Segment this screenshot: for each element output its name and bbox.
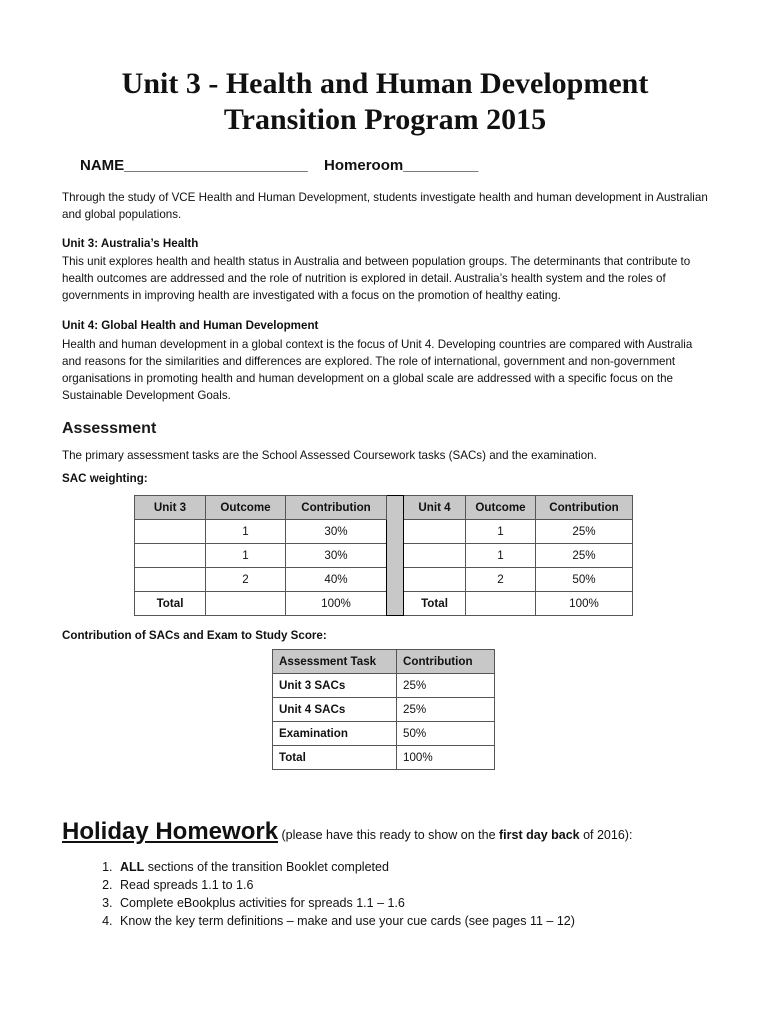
table-row	[273, 698, 495, 722]
sac-total-row	[135, 592, 633, 616]
contribution-table	[272, 649, 495, 770]
name-blank: ______________________	[124, 157, 308, 174]
sac-total-label: Total	[135, 592, 206, 616]
sac-cell: 1	[206, 544, 286, 568]
name-row	[80, 157, 478, 174]
contribution-value: 25%	[397, 674, 495, 698]
sac-cell	[135, 568, 206, 592]
contribution-task: Unit 4 SACs	[273, 698, 397, 722]
title-line-1: Unit 3 - Health and Human Development	[121, 67, 649, 100]
unit4-paragraph: Health and human development in a global context is the focus of Unit 4. Developing countries are compared with Australia and reasons for the similarities and differences are explored. The role of international, government and non-government organisations in promoting health and human development on a global scale are addressed with a specific focus on the Sustainable Development Goals.	[62, 338, 693, 402]
contribution-task: Total	[273, 746, 397, 770]
contribution-header-task: Assessment Task	[273, 650, 397, 674]
homeroom-label: Homeroom	[324, 157, 404, 174]
contribution-header-row	[273, 650, 495, 674]
sac-header-contribution-2: Contribution	[536, 496, 633, 520]
list-item-bold: ALL	[120, 860, 145, 874]
sac-cell: 1	[206, 520, 286, 544]
list-item	[116, 894, 575, 912]
assessment-paragraph: The primary assessment tasks are the School Assessed Coursework tasks (SACs) and the examination.	[62, 449, 597, 462]
table-row	[135, 520, 633, 544]
table-row	[273, 746, 495, 770]
homework-note-bold: first day back	[499, 828, 580, 842]
contribution-value: 50%	[397, 722, 495, 746]
sac-weighting-table	[134, 495, 633, 616]
sac-cell: 2	[466, 568, 536, 592]
contribution-label: Contribution of SACs and Exam to Study Score:	[62, 629, 327, 642]
unit3-heading: Unit 3: Australia’s Health	[62, 237, 199, 250]
sac-header-contribution: Contribution	[286, 496, 387, 520]
sac-cell	[135, 544, 206, 568]
list-item	[116, 876, 575, 894]
table-row	[273, 674, 495, 698]
list-item-text: Read spreads 1.1 to 1.6	[120, 878, 254, 892]
list-item-text: Know the key term definitions – make and use your cue cards (see pages 11 – 12)	[120, 914, 575, 928]
homework-list	[62, 858, 575, 930]
sac-cell: 30%	[286, 520, 387, 544]
sac-header-row	[135, 496, 633, 520]
contribution-value: 100%	[397, 746, 495, 770]
sac-cell	[466, 592, 536, 616]
title-line-2: Transition Program 2015	[223, 103, 547, 136]
list-item-text: sections of the transition Booklet completed	[144, 860, 389, 874]
homework-note-prefix: (please have this ready to show on the	[278, 828, 500, 842]
sac-cell	[404, 544, 466, 568]
list-item	[116, 858, 575, 876]
sac-cell: 100%	[286, 592, 387, 616]
contribution-task: Unit 3 SACs	[273, 674, 397, 698]
intro-paragraph: Through the study of VCE Health and Human Development, students investigate health and human development in Australian and global populations.	[62, 191, 708, 221]
sac-cell: 30%	[286, 544, 387, 568]
contribution-header-value: Contribution	[397, 650, 495, 674]
list-item-text: Complete eBookplus activities for spreads 1.1 – 1.6	[120, 896, 405, 910]
sac-cell: 100%	[536, 592, 633, 616]
unit4-heading: Unit 4: Global Health and Human Development	[62, 319, 319, 332]
sac-cell	[404, 568, 466, 592]
sac-cell	[135, 520, 206, 544]
table-row	[135, 568, 633, 592]
sac-header-outcome: Outcome	[206, 496, 286, 520]
sac-cell: 2	[206, 568, 286, 592]
table-row	[273, 722, 495, 746]
sac-cell: 40%	[286, 568, 387, 592]
contribution-value: 25%	[397, 698, 495, 722]
sac-cell	[206, 592, 286, 616]
homework-title: Holiday Homework	[62, 818, 279, 845]
sac-cell	[404, 520, 466, 544]
homework-note-suffix: of 2016):	[579, 828, 633, 842]
sac-header-outcome-2: Outcome	[466, 496, 536, 520]
sac-header-unit3: Unit 3	[135, 496, 206, 520]
sac-cell: 25%	[536, 520, 633, 544]
list-item	[116, 912, 575, 930]
homeroom-blank: _________	[403, 157, 479, 174]
sac-weighting-label: SAC weighting:	[62, 472, 148, 485]
homework-heading-row	[62, 818, 632, 846]
sac-cell: 25%	[536, 544, 633, 568]
name-label: NAME	[80, 157, 125, 174]
sac-header-unit4: Unit 4	[404, 496, 466, 520]
sac-divider	[387, 496, 404, 616]
contribution-task: Examination	[273, 722, 397, 746]
sac-cell: 50%	[536, 568, 633, 592]
unit3-paragraph: This unit explores health and health status in Australia and between population groups. The determinants that contribute to health outcomes are addressed and the role of nutrition is explored in detail. Australia’s health system and the roles of governments in improving health are investigated with a focus on the promotion of healthy eating.	[62, 255, 691, 302]
sac-total-label-2: Total	[404, 592, 466, 616]
table-row	[135, 544, 633, 568]
sac-cell: 1	[466, 544, 536, 568]
assessment-heading: Assessment	[62, 420, 157, 437]
sac-cell: 1	[466, 520, 536, 544]
